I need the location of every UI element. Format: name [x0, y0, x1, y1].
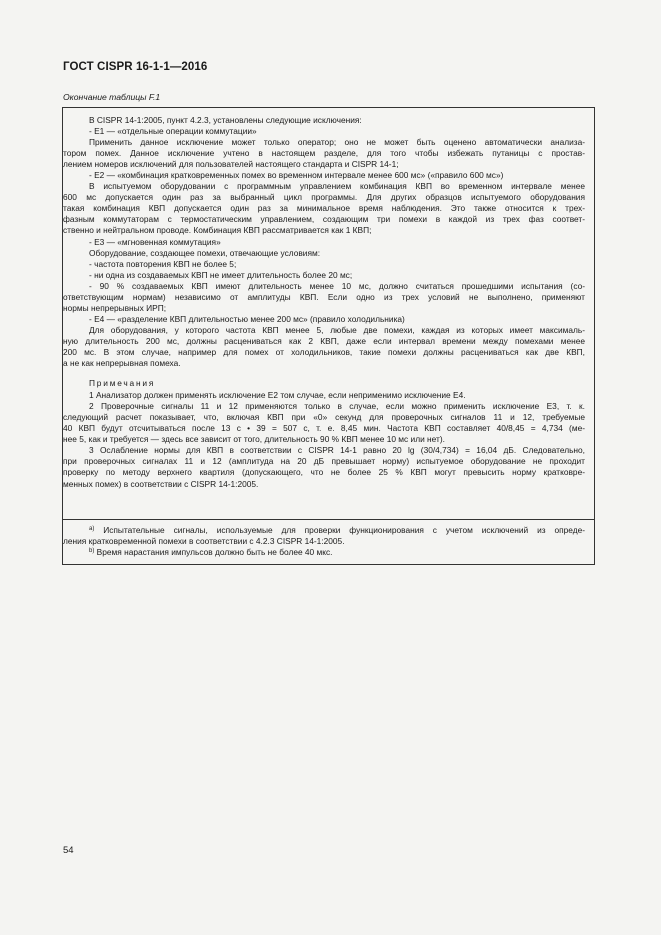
text-line: - частота повторения КВП не более 5; — [89, 258, 237, 269]
text-line: - E2 — «комбинация кратковременных помех во временном интервале менее 600 мс» («правило 600 мс») — [89, 170, 504, 181]
notes-heading: Примечания — [89, 378, 156, 389]
text-line: нормы непрерывных ИРП; — [63, 302, 167, 313]
text-line: лением номеров исключений для пользователей настоящего стандарта и CISPR 14-1; — [63, 159, 399, 170]
text-line: - E1 — «отдельные операции коммутации» — [89, 126, 257, 137]
text-line: 1 Анализатор должен применять исключение E2 том случае, если неприменимо исключение E4. — [89, 390, 466, 401]
table-f1-continuation — [62, 107, 595, 565]
text-line: В испытуемом оборудовании с программным управлением комбинация КВП во временном интервале менее — [89, 181, 585, 192]
text-line: фазным коммутаторам с термостатическим управлением, создающим три помехи в каждой из трех фаз соответ- — [63, 214, 585, 225]
exceptions-text — [63, 115, 585, 369]
text-line: - E3 — «мгновенная коммутация» — [89, 236, 221, 247]
text-line: менных помех) в соответствии с CISPR 14-1:2005. — [63, 478, 259, 489]
table-caption: Окончание таблицы F.1 — [63, 92, 161, 102]
text-line: тором помех. Данное исключение учтено в настоящем разделе, для того чтобы избежать путаницы с простав- — [63, 148, 585, 159]
text-line: Для оборудования, у которого частота КВП менее 5, любые две помехи, каждая из которых имеет максималь- — [89, 324, 585, 335]
table-footnotes — [63, 521, 594, 558]
text-line: а не как непрерывная помеха. — [63, 358, 181, 369]
text-line: 40 КВП будут отсчитываться после 13 с • 39 = 507 с, т. е. 8,45 мин. Частота КВП составляет 40/8,45 = 4,734 (ме- — [63, 423, 585, 434]
footnote-a: $^{a)}$ Испытательные сигналы, используемые для проверки функционирования с учетом исключений из опреде- — [89, 525, 585, 535]
text-line: следующий расчет показывает, что, включая КВП при «0» секунд для проверочных сигналов 11 и 12, требуемые — [63, 412, 585, 423]
notes-text — [63, 390, 585, 489]
text-line: ответствующим нормам) независимо от амплитуды КВП. Если одно из трех условий не выполнено, применяют — [63, 291, 585, 302]
text-line: нее 5, как и требуется — здесь все зависит от того, длительность 90 % КВП менее 10 мс или нет). — [63, 434, 445, 445]
text-line: при проверочных сигналах 11 и 12 (амплитуда на 20 дБ превышает норму) испытуемое оборудование не проходит — [63, 456, 585, 467]
text-line: 200 мс. В этом случае, например для помех от холодильников, такие помехи должны расцениваться как две КВП, — [63, 346, 585, 357]
text-line: Оборудование, создающее помехи, отвечающие условиям: — [89, 247, 321, 258]
text-line: ную длительность 200 мс, должны расцениваться как 2 КВП, даже если интервал времени между помехами менее — [63, 335, 585, 346]
table-main-cell — [63, 108, 594, 520]
text-line: ственно и нейтральном проводе. Комбинация КВП рассматривается как 1 КВП; — [63, 225, 372, 236]
text-line: В CISPR 14-1:2005, пункт 4.2.3, установлены следующие исключения: — [89, 115, 362, 125]
text-line: 600 мс допускается один раз за выбранный цикл программы. Для других образцов испытуемого оборудования — [63, 192, 585, 203]
text-line: Применить данное исключение может только оператор; оно не может быть оценено автоматически анализа- — [89, 137, 585, 148]
text-line: проверку по методу верхнего квартиля (допускающего, что не более 25 % КВП могут превысить норму кратковре- — [63, 467, 585, 478]
text-line: такая комбинация КВП допускается один раз за минимальное время наблюдения. Это также относится к трех- — [63, 203, 585, 214]
text-line: 2 Проверочные сигналы 11 и 12 применяются только в случае, если можно применить исключение E3, т. к. — [89, 401, 585, 412]
document-header: ГОСТ CISPR 16-1-1—2016 — [63, 61, 208, 73]
text-line: - 90 % создаваемых КВП имеют длительность менее 10 мс, должно считаться прошедшими испытания (со- — [89, 280, 585, 291]
text-line: - E4 — «разделение КВП длительностью менее 200 мс» (правило холодильника) — [89, 313, 405, 324]
text-line: 3 Ослабление нормы для КВП в соответствии с CISPR 14-1 равно 20 lg (30/4,734) = 16,04 дБ. Следовательно, — [89, 445, 585, 456]
footnote-a-continuation: ления кратковременной помехи в соответствии с 4.2.3 CISPR 14-1:2005. — [63, 536, 345, 547]
text-line: - ни одна из создаваемых КВП не имеет длительность более 20 мс; — [89, 269, 353, 280]
footnote-b: $^{b)}$ Время нарастания импульсов должно быть не более 40 мкс. — [89, 547, 333, 558]
page-number: 54 — [63, 845, 74, 856]
